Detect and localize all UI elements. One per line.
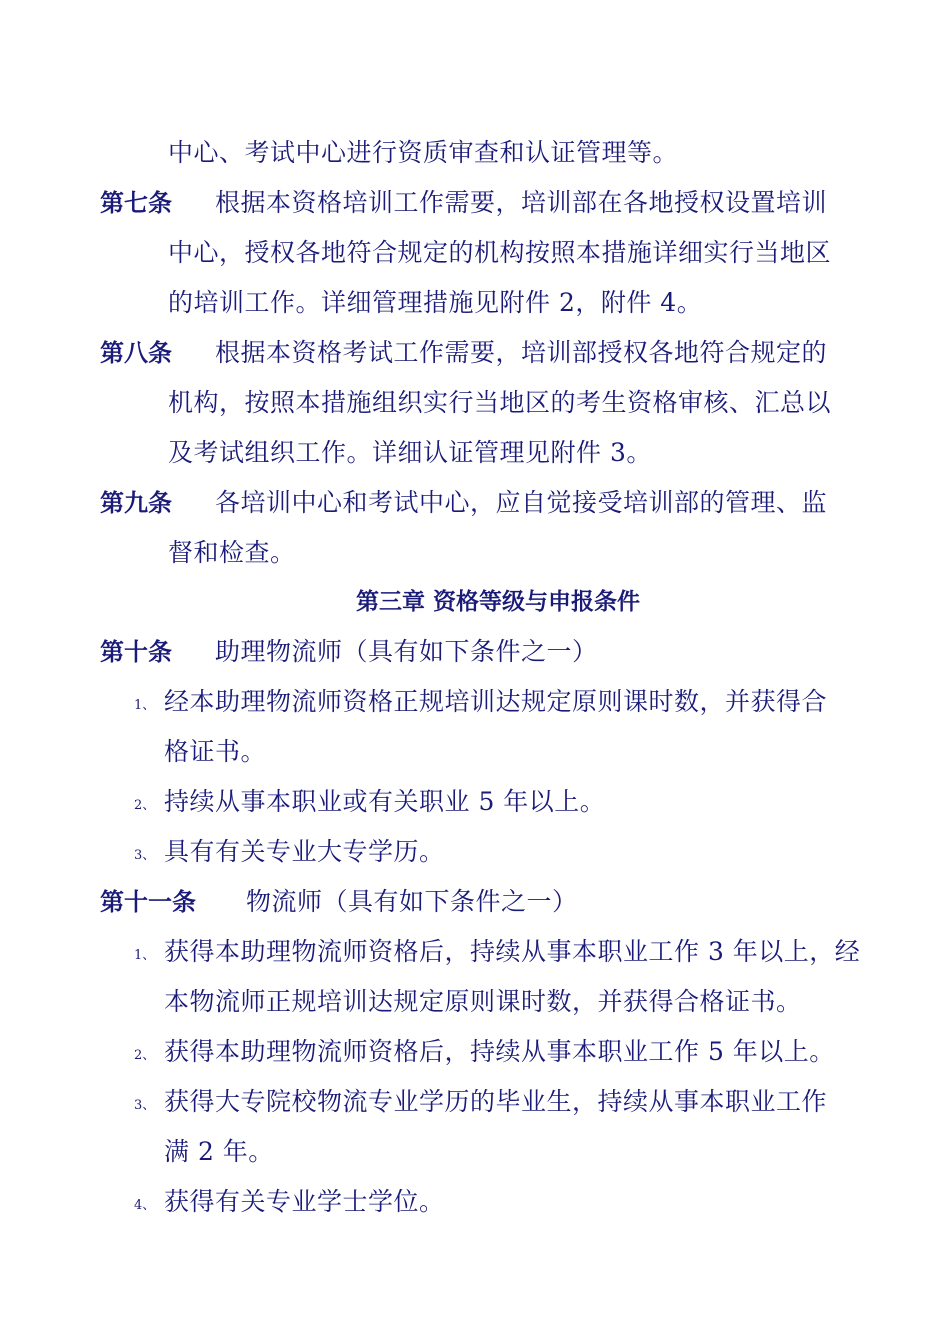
article-11-item-1-line-2: 本物流师正规培训达规定原则课时数，并获得合格证书。 [164, 987, 802, 1016]
item-number: 2、 [134, 1048, 156, 1063]
item-number: 1、 [134, 948, 156, 963]
article-7-line-1: 根据本资格培训工作需要，培训部在各地授权设置培训 [215, 188, 828, 217]
article-10-item-1-line-2: 格证书。 [164, 737, 267, 766]
article-10-item-3-line-1: 具有有关专业大专学历。 [164, 837, 445, 866]
article-number-10: 第十条 [100, 638, 172, 666]
article-8-line-3: 及考试组织工作。详细认证管理见附件 3。 [168, 438, 652, 467]
article-10-title: 助理物流师（具有如下条件之一） [215, 637, 598, 666]
item-number: 1、 [134, 698, 156, 713]
article-11-title: 物流师（具有如下条件之一） [246, 887, 578, 916]
article-11-item-2-line-1: 获得本助理物流师资格后，持续从事本职业工作 5 年以上。 [164, 1037, 835, 1066]
article-10-item-1-line-1: 经本助理物流师资格正规培训达规定原则课时数，并获得合 [164, 687, 828, 716]
article-11-item-4-line-1: 获得有关专业学士学位。 [164, 1187, 445, 1216]
article-number-9: 第九条 [100, 489, 172, 517]
article-9-line-1: 各培训中心和考试中心，应自觉接受培训部的管理、监 [215, 488, 828, 517]
article-number-11: 第十一条 [100, 888, 196, 916]
article-11-item-3-line-2: 满 2 年。 [164, 1137, 274, 1166]
paragraph-line: 中心、考试中心进行资质审查和认证管理等。 [168, 138, 679, 167]
article-10-item-2-line-1: 持续从事本职业或有关职业 5 年以上。 [164, 787, 606, 816]
article-8-line-2: 机构，按照本措施组织实行当地区的考生资格审核、汇总以 [168, 388, 832, 417]
article-11-item-3-line-1: 获得大专院校物流专业学历的毕业生，持续从事本职业工作 [164, 1087, 828, 1116]
article-number-7: 第七条 [100, 189, 172, 217]
item-number: 2、 [134, 798, 156, 813]
item-number: 3、 [134, 848, 156, 863]
article-9-line-2: 督和检查。 [168, 538, 296, 567]
article-number-8: 第八条 [100, 339, 172, 367]
article-7-line-2: 中心，授权各地符合规定的机构按照本措施详细实行当地区 [168, 238, 832, 267]
article-8-line-1: 根据本资格考试工作需要，培训部授权各地符合规定的 [215, 338, 828, 367]
item-number: 3、 [134, 1098, 156, 1113]
chapter-heading: 第三章 资格等级与申报条件 [356, 589, 641, 615]
article-7-line-3: 的培训工作。详细管理措施见附件 2，附件 4。 [168, 288, 703, 317]
item-number: 4、 [134, 1198, 156, 1213]
article-11-item-1-line-1: 获得本助理物流师资格后，持续从事本职业工作 3 年以上，经 [164, 937, 861, 966]
